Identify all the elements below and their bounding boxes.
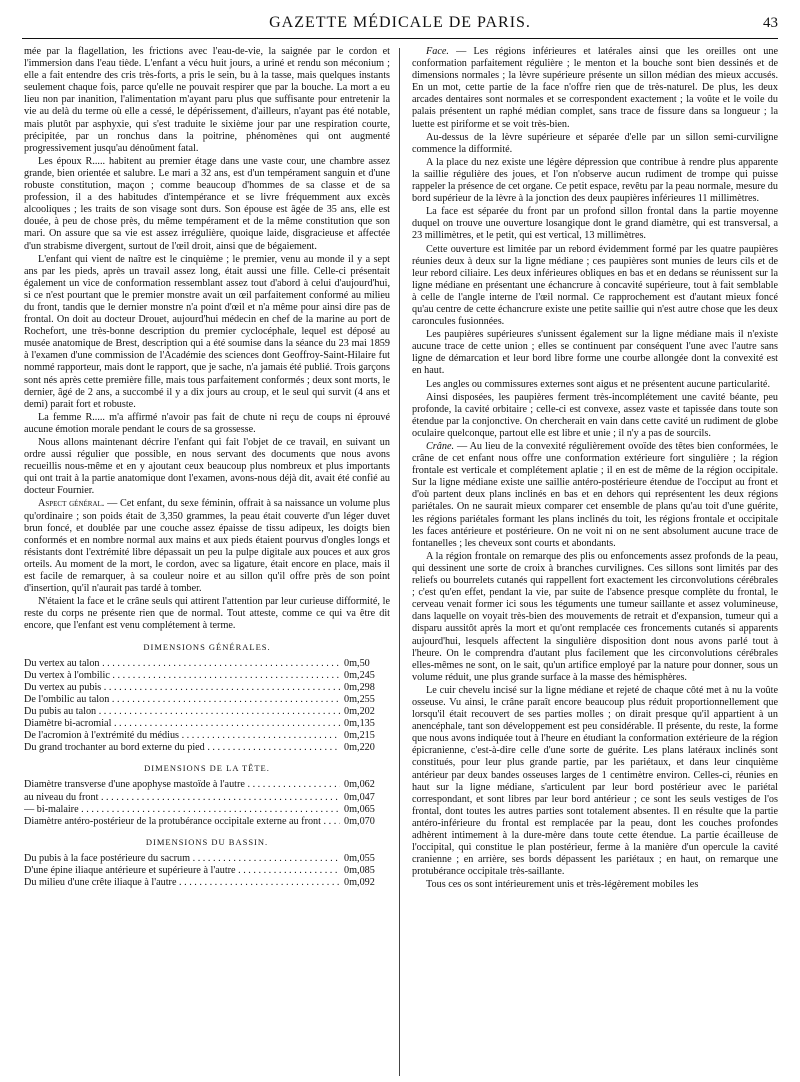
dimension-label: De l'ombilic au talon . . . — [24, 694, 340, 706]
right-column — [412, 46, 778, 1076]
dimension-value: 0m,085 — [344, 865, 375, 876]
dimension-row — [24, 742, 390, 754]
paragraph — [24, 498, 390, 595]
paragraph: L'enfant qui vient de naître est le cinquième ; le premier, venu au monde il y a sept ans par les pieds, après un travail assez long, était aussi une fille. Celle-ci présentait également un vice de conformation ressemblant assez tout d'abord à celui d'aujourd'hui, si ce n'est pourtant que le premier monstre avait un œil parfaitement conformé au milieu du front, tandis que le dernier monstre n'a point d'œil et n'a même pour ainsi dire pas de frontal. On doit au docteur Drouet, aujourd'hui médecin en chef de la marine au port de Rochefort, une très-bonne description du premier cyclocéphale, lequel est déposé au musée anatomique de Brest, description qui a été soumise dans la séance du 23 mai 1859 à l'examen d'une commission de l'Académie des sciences dont Geoffroy-Saint-Hilaire fut nommé rapporteur, mais dont le rapport, que je sache, n'a jamais été publié. Trois garçons sont nés après cette première fille, mais tous parfaitement conformés ; deux sont morts, le dernier, âgé de 2 ans, a succombé il y a dix jours au croup, et le seul qui survit (4 ans et demi) parait fort et robuste. — [24, 253, 390, 410]
dimension-value: 0m,202 — [344, 705, 375, 717]
dimensions-head-table — [24, 779, 390, 827]
dimension-row — [24, 670, 390, 682]
dimension-label: Du vertex à l'ombilic . . . — [24, 670, 340, 682]
dimension-row — [24, 804, 390, 816]
dimension-value: 0m,065 — [344, 803, 375, 815]
dimension-value: 0m,255 — [344, 693, 375, 705]
dimension-row — [24, 682, 390, 694]
dimension-value: 0m,062 — [344, 779, 375, 791]
dimension-label: Diamètre antéro-postérieur de la protubérance occipitale externe au front . . . — [24, 816, 340, 828]
dimension-label: Du vertex au talon . . . — [24, 658, 340, 670]
section-lead: Aspect général. — [38, 498, 105, 510]
dimensions-general-heading: DIMENSIONS GÉNÉRALES. — [143, 641, 271, 652]
dimension-row — [24, 658, 390, 670]
paragraph: Cette ouverture est limitée par un rebord évidemment formé par les quatre paupières réunies deux à deux sur la ligne médiane ; ces paupières sont munies de leurs cils et de leur rebord ciliaire. Les deux inférieures obliques en bas et en dedans se réunissent sur la ligne médiane en présentant une échancrure à concavité supérieure, tout à fait semblable à celle de l'angle interne de l'œil normal. Ce rapprochement est d'autant mieux foncé qu'au centre de cette échancrure existe une petite saillie qui n'est autre chose que les deux caroncules fusionnées. — [412, 243, 778, 328]
dimension-value: 0m,047 — [344, 791, 375, 803]
dimension-label: — bi-malaire . . . — [24, 804, 340, 816]
page-number: 43 — [763, 15, 778, 31]
paragraph: Tous ces os sont intérieurement unis et très-légèrement mobiles les — [426, 879, 699, 891]
running-title: GAZETTE MÉDICALE DE PARIS. — [269, 14, 531, 31]
left-column — [24, 46, 390, 1076]
dimension-label: Diamètre transverse d'une apophyse mastoïde à l'autre . . . — [24, 779, 340, 791]
dimension-value: 0m,215 — [344, 730, 375, 742]
paragraph-text: — Au lieu de la convexité régulièrement ovoïde des têtes bien conformées, le crâne de cet enfant nous offre une conformation extérieure fort singulière ; la région frontale est verticale et complétement aplatie ; il en est de même de la région occipitale. Sur la ligne médiane existe une saillie antéro-postérieure étendue de l'occiput au front et d'où partent deux plans inclinés en bas et en dehors qui représentent les deux régions pariétales. On ne saurait mieux comparer cet ensemble de plans qu'au toit d'une guérite, les régions pariétales formant les plans inclinés du toit, les régions frontale et occipitale les faces antérieure et postérieure. On ne voit ni on ne sent absolument aucune trace de fontanelles ; les cheveux sont courts et abondants. — [412, 441, 778, 549]
dimension-row — [24, 779, 390, 791]
page-header — [22, 12, 778, 39]
paragraph: Les paupières supérieures s'unissent également sur la ligne médiane mais il n'existe aucune trace de cette union ; elles se continuent par conséquent l'une avec l'autre sans ligne de démarcation et leur bord libre forme une courbe allongée dont la convexité est en haut. — [412, 329, 778, 377]
dimension-value: 0m,245 — [344, 669, 375, 681]
paragraph: N'étaient la face et le crâne seuls qui attirent l'attention par leur curieuse difformité, le reste du corps ne présente rien que de normal. Tout atteste, comme ce qui va être dit encore, que l'enfant est venu complétement à terme. — [24, 596, 390, 632]
dimensions-pelvis-heading: DIMENSIONS DU BASSIN. — [145, 836, 269, 847]
dimensions-pelvis-table — [24, 853, 390, 889]
dimension-value: 0m,135 — [344, 718, 375, 730]
paragraph — [412, 441, 778, 550]
dimension-row — [24, 877, 390, 889]
dimension-label: Du pubis à la face postérieure du sacrum . . . — [24, 853, 340, 865]
section-lead: Crâne. — [426, 441, 455, 452]
dimension-label: Du grand trochanter au bord externe du pied . . . — [24, 742, 340, 754]
dimension-label: Du pubis au talon . . . — [24, 706, 340, 718]
dimension-value: 0m,092 — [344, 877, 375, 889]
dimensions-general-table — [24, 658, 390, 755]
dimension-row — [24, 853, 390, 865]
dimension-row — [24, 865, 390, 877]
dimension-row — [24, 730, 390, 742]
dimension-label: De l'acromion à l'extrémité du médius . . . — [24, 730, 340, 742]
dimension-label: D'une épine iliaque antérieure et supérieure à l'autre . . . — [24, 865, 340, 877]
dimension-row — [24, 718, 390, 730]
paragraph: Les angles ou commissures externes sont aigus et ne présentent aucune particularité. — [426, 378, 770, 390]
dimension-label: Diamètre bi-acromial . . . — [24, 718, 340, 730]
dimension-value: 0m,055 — [344, 852, 375, 864]
dimension-row — [24, 792, 390, 804]
dimension-value: 0m,298 — [344, 681, 375, 693]
paragraph: mée par la flagellation, les frictions avec l'eau-de-vie, la saignée par le cordon et l'immersion dans l'eau tiède. L'enfant a vécu huit jours, a uriné et rendu son méconium ; elle a fait entendre des cris très-forts, a pris le sein, bu à la tasse, mais quelques instants seulement chaque fois, parce qu'elle ne pouvait respirer que par la bouche. La mort a eu lieu non par inanition, l'alimentation m'ayant paru plus que suffisante pour entretenir la vie au delà du terme où elle a cessé, le dépérissement, d'ailleurs, n'ayant pas été notable, mais plutôt par asphyxie, qui s'est traduite le sixième jour par une respiration courte, précipitée, par un ronchus dans la poitrine, phénomènes qui ont augmenté progressivement jusqu'au dénoûment fatal. — [24, 46, 390, 154]
paragraph: Le cuir chevelu incisé sur la ligne médiane et rejeté de chaque côté met à nu la voûte osseuse. Vu ainsi, le crâne paraît encore beaucoup plus réduit proportionnellement que lorsqu'il était recouvert de ses parties molles ; on dirait presque qu'il appartient à un anencéphale, tant son développement est peu considérable. Il présente, du reste, la forme que nous avons indiquée tout à l'heure en étudiant la conformation extérieure de la région épicranienne, c'est-à-dire celle d'une sorte de guérite. Les plans latéraux inclinés sont constitués, pour leur plus grande partie, par les pariétaux, et dans leur cinquième antérieur par deux bandes osseuses larges de 1 centimètre environ. Celles-ci, réunies en haut sur la ligne médiane, s'articulent par leur bord postérieur avec le pariétal correspondant, et sont libres par leur bord antérieur ; ce sont les seuls vestiges de l'os frontal, dont toutes les autres parties sont totalement absentes. Il en résulte que la partie antéro-inférieure du frontal est remplacée par la peau, dont les couches profondes adhèrent intimement à la dure-mère dans toute cette étendue. La partie écailleuse de l'occipital, qui constitue le plan postérieur, ferme à la manière d'un opercule la cavité cranienne ; en arrière, ses bords dépassent les pariétaux ; en haut, on remarque une protubérance occipitale très-saillante. — [412, 684, 778, 878]
paragraph-text: — Cet enfant, du sexe féminin, offrait à sa naissance un volume plus qu'ordinaire ; son poids était de 3,350 grammes, la peau était couverte d'un léger duvet brun foncé, et doublée par une couche assez épaisse de tissu adipeux, les doigts bien conformés et en nombre normal aux mains et aux pieds étaient pourvus d'ongles longs et résistants dont l'extrémité libre dépassait un peu la pulpe digitale aux pouces et aux gros orteils. Au moment de la mort, le cordon, avec sa ligature, était encore en place, mais il est facile de remarquer, à sa couleur noire et au sillon qu'il offre près de son point d'insertion, qu'il n'aurait pas tardé à tomber. — [24, 498, 390, 595]
dimension-label: Du vertex au pubis . . . — [24, 682, 340, 694]
paragraph-text: — Les régions inférieures et latérales ainsi que les oreilles ont une conformation parfaitement régulière ; le menton et la bouche sont bien dessinés et de dimensions normales ; la lèvre supérieure présente un sillon médian des mieux accusés. En un mot, cette partie de la face n'offre rien que de très-naturel. De plus, les deux arcades dentaires sont normales et se correspondent exactement ; la voûte et le voile du palais présentent un raphé médian complet, sans trace de fissure dans sa longueur ; la luette est piriforme et se voit très-bien. — [412, 46, 778, 130]
paragraph: La face est séparée du front par un profond sillon frontal dans la partie moyenne duquel on trouve une ouverture losangique dont le grand diamètre, qui est transversal, a 23 millimètres, et le petit, qui est vertical, 13 millimètres. — [412, 206, 778, 242]
dimension-row — [24, 816, 390, 828]
paragraph: La femme R..... m'a affirmé n'avoir pas fait de chute ni reçu de coups ni éprouvé aucune émotion morale pendant le cours de sa grossesse. — [24, 411, 390, 435]
dimension-row — [24, 694, 390, 706]
paragraph: Au-dessus de la lèvre supérieure et séparée d'elle par un sillon semi-curviligne commence la difformité. — [412, 131, 778, 155]
paragraph: Les époux R..... habitent au premier étage dans une vaste cour, une chambre assez grande, bien orientée et salubre. Le mari a 32 ans, est d'un tempérament sanguin et d'une robuste constitution, maçon ; comme beaucoup d'hommes de sa classe et de sa profession, il a des habitudes d'intempérance et se livre fréquemment aux excès alcooliques ; les traits de son visage sont durs. Son épouse est âgée de 35 ans, elle est douée, à peu de chose près, du même tempérament et de la même constitution que son mari. On assure que sa vie est assez irrégulière, quoique laide, disgracieuse et affectée d'un strabisme divergent, surtout de l'œil droit, ainsi que de bégaiement. — [24, 155, 390, 252]
dimension-row — [24, 706, 390, 718]
dimension-value: 0m,070 — [344, 815, 375, 827]
section-lead: Face. — [426, 46, 449, 57]
dimensions-head-heading: DIMENSIONS DE LA TÊTE. — [144, 763, 270, 774]
dimension-label: au niveau du front . . . — [24, 792, 340, 804]
paragraph: A la région frontale on remarque des plis ou enfoncements assez profonds de la peau, qui dessinent une sorte de croix à branches curvilignes. Ces sillons sont limités par des reliefs ou bourrelets cutanés qui rappellent fort exactement les circonvolutions cérébrales ; c'est qu'en effet, pendant la vie, par suite de l'absence presque complète du frontal, le cerveau venait former ici sous les téguments une tumeur saillante et assez volumineuse, dans laquelle on voyait très-bien des mouvements de retrait et d'expansion, tumeur qui a disparu aussitôt après la mort et qu'ont remplacée ces froncements cutanés si apparents aujourd'hui, lesquels affectent la singulière disposition dont nous avons parlé tout à l'heure. On le comprendra d'autant plus facilement que les circonvolutions cérébrales elles-mêmes ne sont, on le sait, qu'un artifice employé par la nature pour donner, sous un volume réduit, une plus grande surface à la masse des hémisphères. — [412, 550, 778, 683]
paragraph: Ainsi disposées, les paupières ferment très-incomplétement une cavité béante, peu profonde, la cavité orbitaire ; celle-ci est convexe, assez vaste et tapissée dans toute son étendue par la conjonctive. On chercherait en vain dans cette cavité un rudiment de globe oculaire quelconque, partout elle est libre et unie ; il n'y a pas de sourcils. — [412, 391, 778, 439]
dimension-value: 0m,220 — [344, 742, 375, 754]
paragraph: Nous allons maintenant décrire l'enfant qui fait l'objet de ce travail, en suivant un ordre aussi régulier que possible, en nous servant des documents que nous avons recueillis nous-même et en y ajoutant ceux beaucoup plus nombreux et plus importants qui ont trait à la partie anatomique dont l'examen, avons-nous déjà dit, avait été confié au docteur Fournier. — [24, 437, 390, 497]
dimension-label: Du milieu d'une crête iliaque à l'autre . . . — [24, 877, 340, 889]
paragraph — [412, 46, 778, 131]
column-divider — [399, 48, 400, 1076]
paragraph: A la place du nez existe une légère dépression que contribue à rendre plus apparente la saillie régulière des joues, et l'on n'observe aucun rudiment de trompe qui puisse rappeler la présence de cet organe. Ce petit espace, revêtu par la peau normale, mesure du bord supérieur de la lèvre à la jonction des deux paupières inférieures 11 millimètres. — [412, 156, 778, 205]
dimension-value: 0m,50 — [344, 657, 370, 669]
